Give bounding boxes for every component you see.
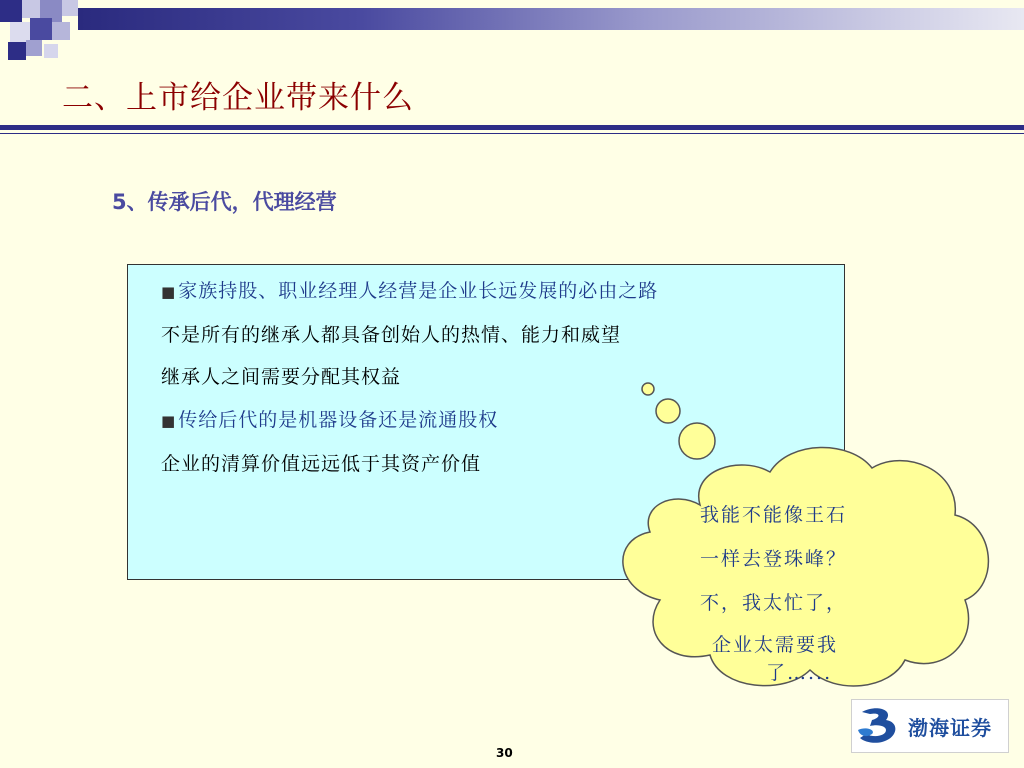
slide-subtitle: 5、传承后代，代理经营	[112, 190, 337, 214]
logo-text: 渤海证券	[908, 716, 992, 740]
bohai-logo-icon	[852, 700, 908, 752]
thought-line: 一样去登珠峰？	[700, 548, 848, 570]
square-bullet-icon: ■	[161, 412, 177, 430]
page-number: 30	[496, 746, 513, 760]
company-logo	[851, 699, 1009, 753]
line-text: 传给后代的是机器设备还是流通股权	[178, 409, 499, 431]
thought-line: 我能不能像王石	[700, 504, 848, 526]
thought-line: 了…...	[766, 662, 833, 684]
square-bullet-icon: ■	[161, 283, 177, 301]
body-line: 继承人之间需要分配其权益	[161, 366, 402, 388]
body-line: 企业的清算价值远远低于其资产价值	[161, 453, 482, 475]
slide-title: 二、上市给企业带来什么	[62, 80, 414, 116]
line-text: 家族持股、职业经理人经营是企业长远发展的必由之路	[178, 280, 659, 302]
body-line: 不是所有的继承人都具备创始人的热情、能力和威望	[161, 324, 622, 346]
thought-line: 企业太需要我	[712, 634, 839, 656]
thought-line: 不，我太忙了，	[700, 592, 848, 614]
